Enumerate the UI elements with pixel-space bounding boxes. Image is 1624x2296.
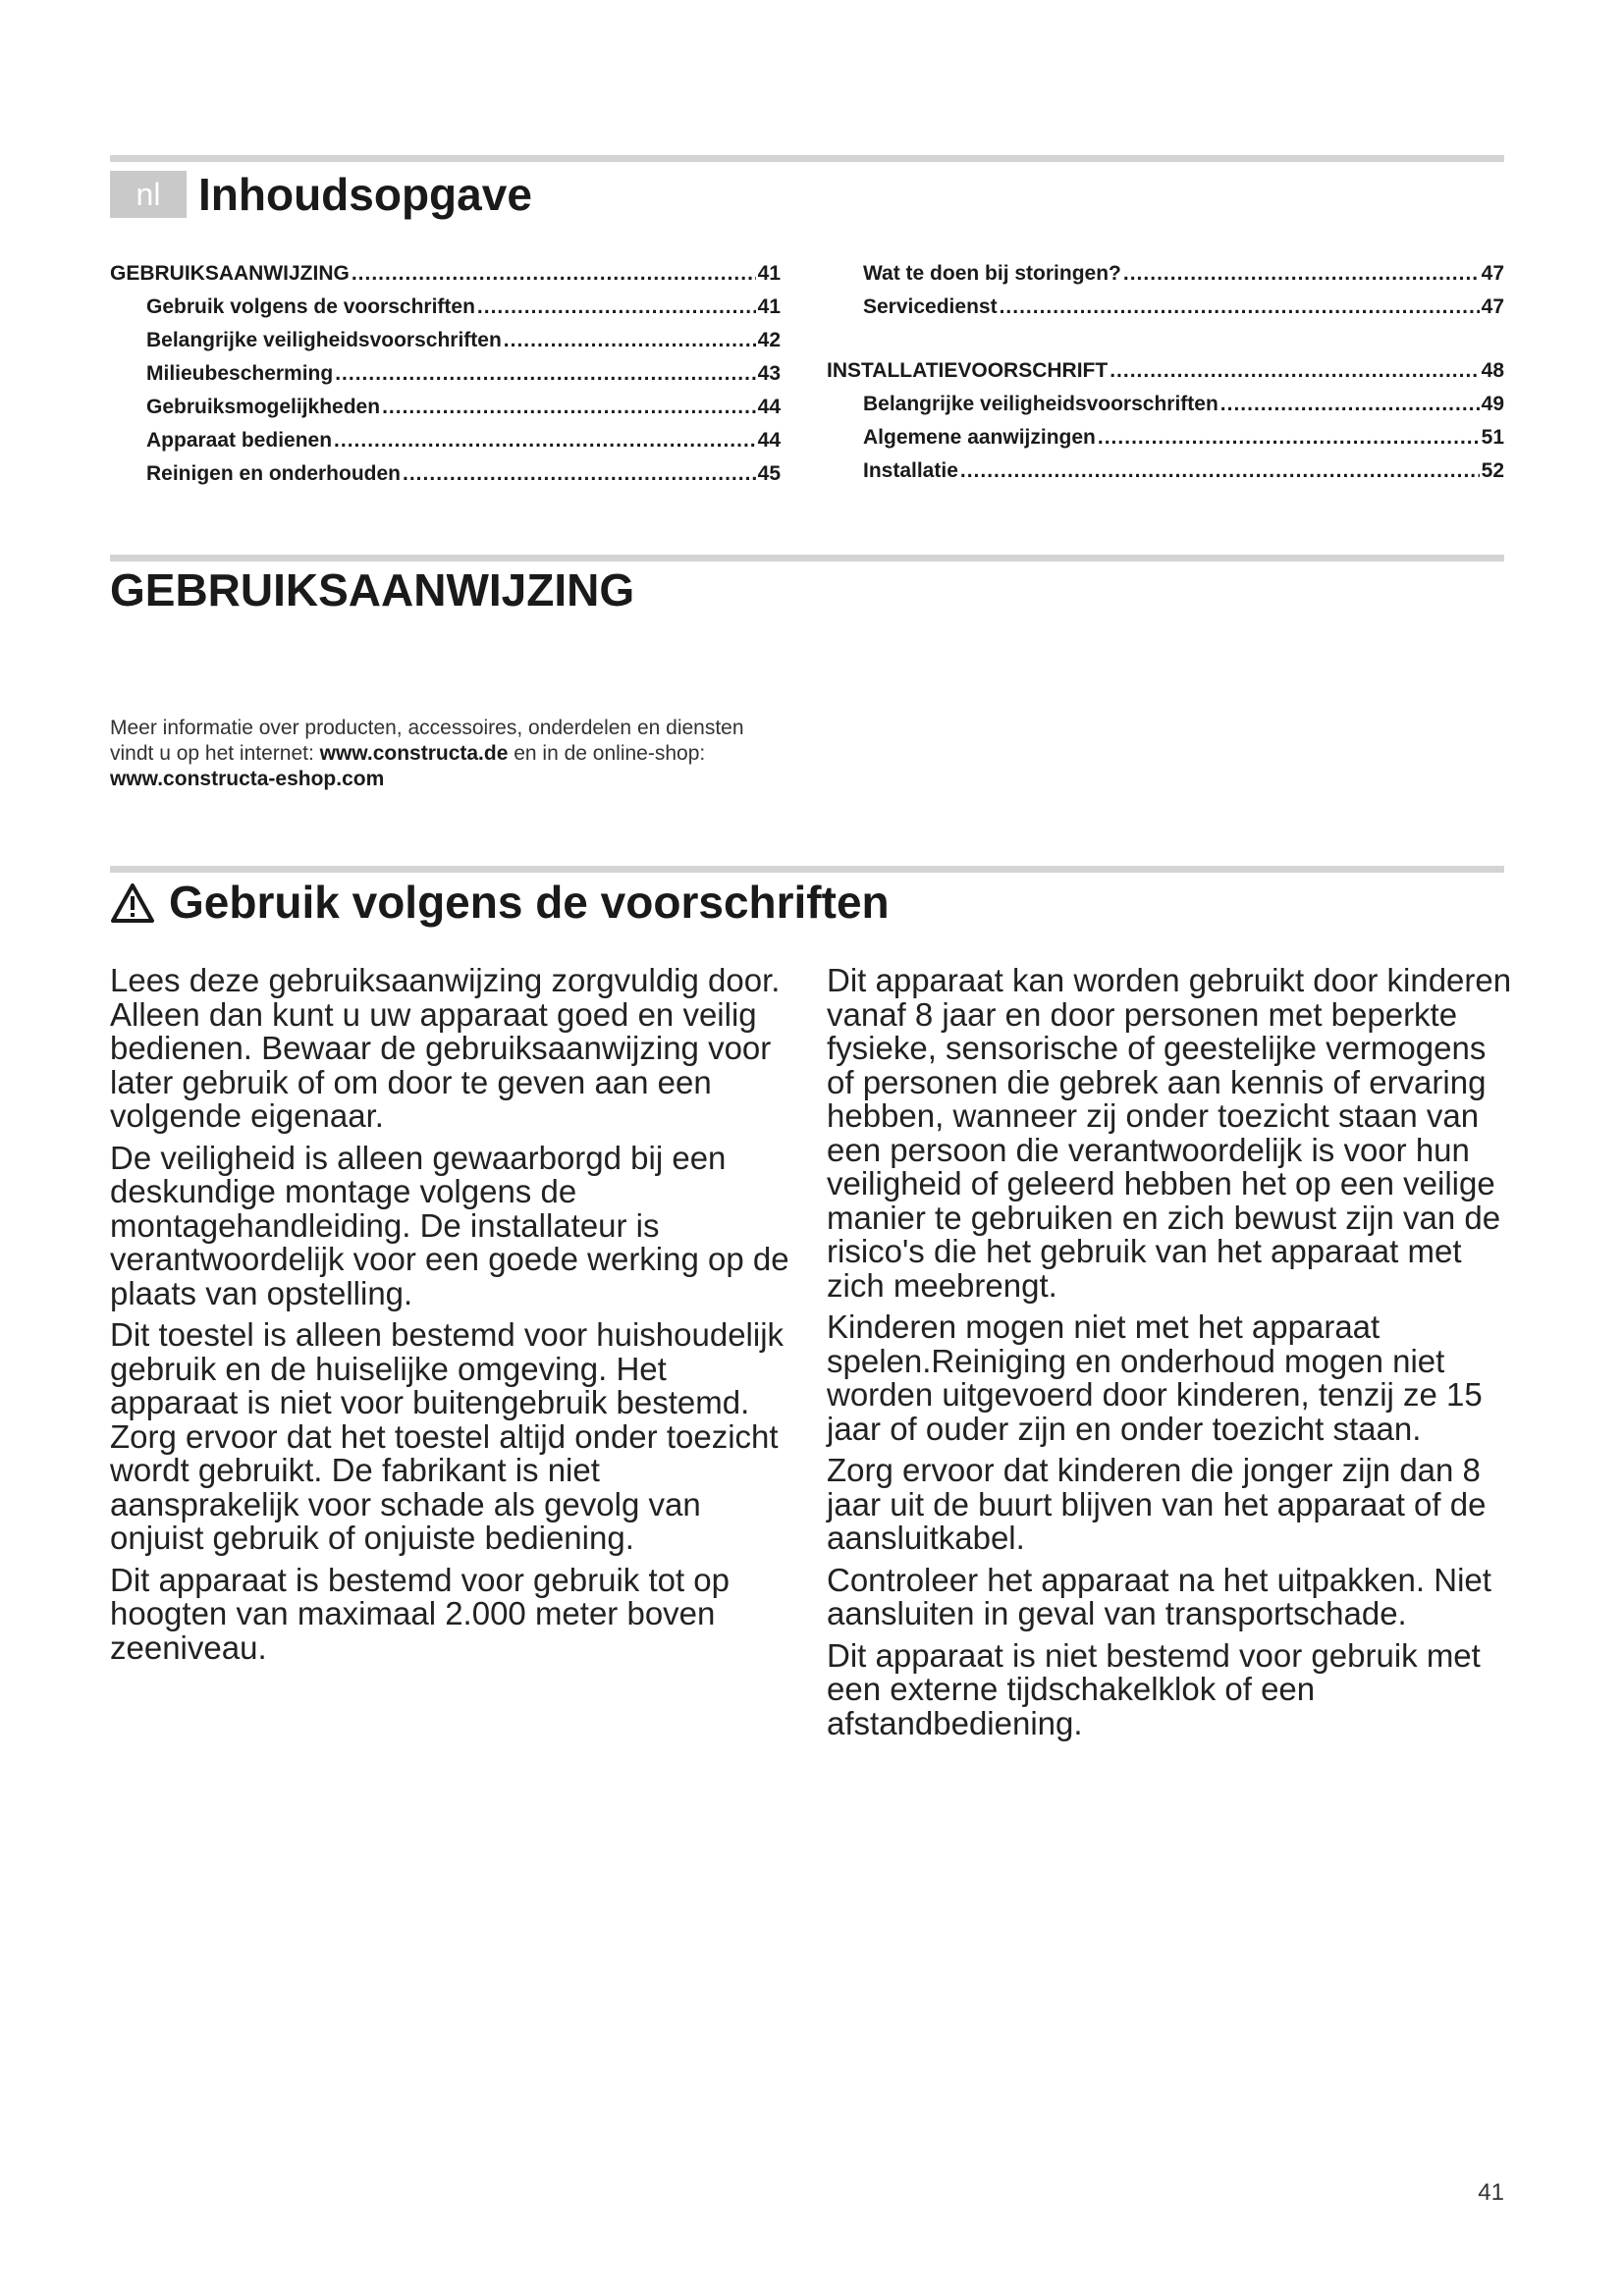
page-number: 41 [1478, 2179, 1504, 2206]
toc-entry-label: Installatie [863, 459, 958, 482]
body-paragraph: Lees deze gebruiksaanwijzing zorgvuldig door. Alleen dan kunt u uw apparaat goed en veilig bedienen. Bewaar de gebruiksaanwijzing voor later gebruik of om door te geven aan een volgende eigenaar. [110, 962, 781, 1134]
toc-leader-dots [335, 357, 755, 391]
toc-entry[interactable] [110, 257, 781, 291]
toc-entry-label: Milieubescherming [146, 362, 334, 385]
section-title: GEBRUIKSAANWIJZING [110, 564, 635, 615]
toc-entry-page: 41 [757, 295, 781, 318]
toc-entry-page: 43 [757, 362, 781, 385]
info-text-part2: en in de online-shop: [508, 742, 706, 765]
toc-entry[interactable] [827, 388, 1504, 421]
eshop-link[interactable]: www.constructa-eshop.com [110, 768, 385, 790]
toc-leader-dots [1110, 354, 1479, 388]
body-paragraph: Dit apparaat kan worden gebruikt door kinderen vanaf 8 jaar en door personen met beperkte fysieke, sensorische of geestelijke vermogens of personen die gebrek aan kennis of ervaring hebben, wanneer zij onder toezicht staan van een persoon die verantwoordelijk is voor hun veiligheid of geleerd hebben het op een veilige manier te gebruiken en zich bewust zijn van de risico's die het gebruik van het apparaat met zich meebrengt. [827, 962, 1512, 1304]
body-paragraph: Controleer het apparaat na het uitpakken. Niet aansluiten in geval van transportschade. [827, 1561, 1491, 1631]
toc-title: Inhoudsopgave [198, 169, 532, 220]
body-paragraph: Zorg ervoor dat kinderen die jonger zijn dan 8 jaar uit de buurt blijven van het apparaat of de aansluitkabel. [827, 1452, 1487, 1556]
toc-leader-dots [1123, 257, 1480, 291]
toc-leader-dots [1220, 388, 1480, 421]
toc-entry[interactable] [110, 291, 781, 324]
toc-entry-label: Belangrijke veiligheidsvoorschriften [863, 393, 1218, 415]
section-divider [110, 555, 1504, 561]
toc-entry-label: GEBRUIKSAANWIJZING [110, 262, 350, 285]
toc-entry-page: 41 [757, 262, 781, 285]
toc-leader-dots [352, 257, 756, 291]
toc-entry-page: 45 [757, 462, 781, 485]
toc-left-column [110, 257, 781, 491]
top-divider [110, 155, 1504, 162]
toc-entry[interactable] [110, 324, 781, 357]
toc-leader-dots [504, 324, 756, 357]
toc-entry-page: 42 [757, 329, 781, 351]
warning-triangle-icon [110, 882, 155, 924]
toc-entry-page: 47 [1481, 262, 1504, 285]
toc-entry[interactable] [110, 391, 781, 424]
toc-entry[interactable] [827, 454, 1504, 488]
toc-entry-page: 47 [1481, 295, 1504, 318]
toc-leader-dots [960, 454, 1480, 488]
toc-entry-label: Belangrijke veiligheidsvoorschriften [146, 329, 502, 351]
toc-leader-dots [1098, 421, 1480, 454]
body-left-column [110, 964, 797, 1673]
body-paragraph: Dit apparaat is niet bestemd voor gebruik met een externe tijdschakelklok of een afstandbediening. [827, 1636, 1481, 1741]
toc-entry-label: Gebruik volgens de voorschriften [146, 295, 475, 318]
toc-entry-label: Apparaat bedienen [146, 429, 333, 452]
body-right-column [827, 964, 1514, 1748]
toc-entry-page: 49 [1481, 393, 1504, 415]
toc-entry[interactable] [827, 421, 1504, 454]
toc-entry[interactable] [827, 354, 1504, 388]
toc-entry-page: 44 [757, 396, 781, 418]
toc-entry-label: Reinigen en onderhouden [146, 462, 402, 485]
toc-entry-page: 48 [1481, 359, 1504, 382]
toc-entry-label: Servicedienst [863, 295, 998, 318]
toc-leader-dots [1000, 291, 1480, 324]
subsection-divider [110, 866, 1504, 873]
subsection-heading [110, 874, 890, 931]
toc-leader-dots [334, 424, 756, 457]
toc-entry-label: INSTALLATIEVOORSCHRIFT [827, 359, 1109, 382]
body-paragraph: De veiligheid is alleen gewaarborgd bij een deskundige montage volgens de montagehandleiding. De installateur is verantwoordelijk voor een goede werking op de plaats van opstelling. [110, 1139, 789, 1311]
website-link[interactable]: www.constructa.de [319, 742, 509, 765]
toc-entry-page: 52 [1481, 459, 1504, 482]
toc-entry[interactable] [827, 257, 1504, 291]
toc-entry-label: Algemene aanwijzingen [863, 426, 1096, 449]
toc-entry-label: Wat te doen bij storingen? [863, 262, 1121, 285]
info-text-part1: Meer informatie over producten, accessoires, onderdelen en diensten vindt u op het internet: [110, 717, 744, 765]
toc-entry-page: 51 [1481, 426, 1504, 449]
info-paragraph [110, 716, 778, 792]
toc-leader-dots [382, 391, 756, 424]
language-badge: nl [110, 171, 187, 218]
body-paragraph: Dit apparaat is bestemd voor gebruik tot op hoogten van maximaal 2.000 meter boven zeeniveau. [110, 1561, 731, 1666]
toc-right-column [827, 257, 1504, 488]
subsection-title: Gebruik volgens de voorschriften [169, 877, 890, 928]
toc-leader-dots [477, 291, 756, 324]
toc-entry-page: 44 [757, 429, 781, 452]
toc-entry[interactable] [110, 457, 781, 491]
toc-entry[interactable] [110, 357, 781, 391]
toc-entry-label: Gebruiksmogelijkheden [146, 396, 381, 418]
toc-leader-dots [403, 457, 756, 491]
body-paragraph: Dit toestel is alleen bestemd voor huishoudelijk gebruik en de huiselijke omgeving. Het apparaat is niet voor buitengebruik bestemd. Zorg ervoor dat het toestel altijd onder toezicht wordt gebruikt. De fabrikant is niet aansprakelijk voor schade als gevolg van onjuist gebruik of onjuiste bediening. [110, 1316, 785, 1556]
toc-entry[interactable] [110, 424, 781, 457]
toc-entry[interactable] [827, 291, 1504, 324]
body-paragraph: Kinderen mogen niet met het apparaat spelen.Reiniging en onderhoud mogen niet worden uitgevoerd door kinderen, tenzij ze 15 jaar of ouder zijn en onder toezicht staan. [827, 1308, 1483, 1447]
